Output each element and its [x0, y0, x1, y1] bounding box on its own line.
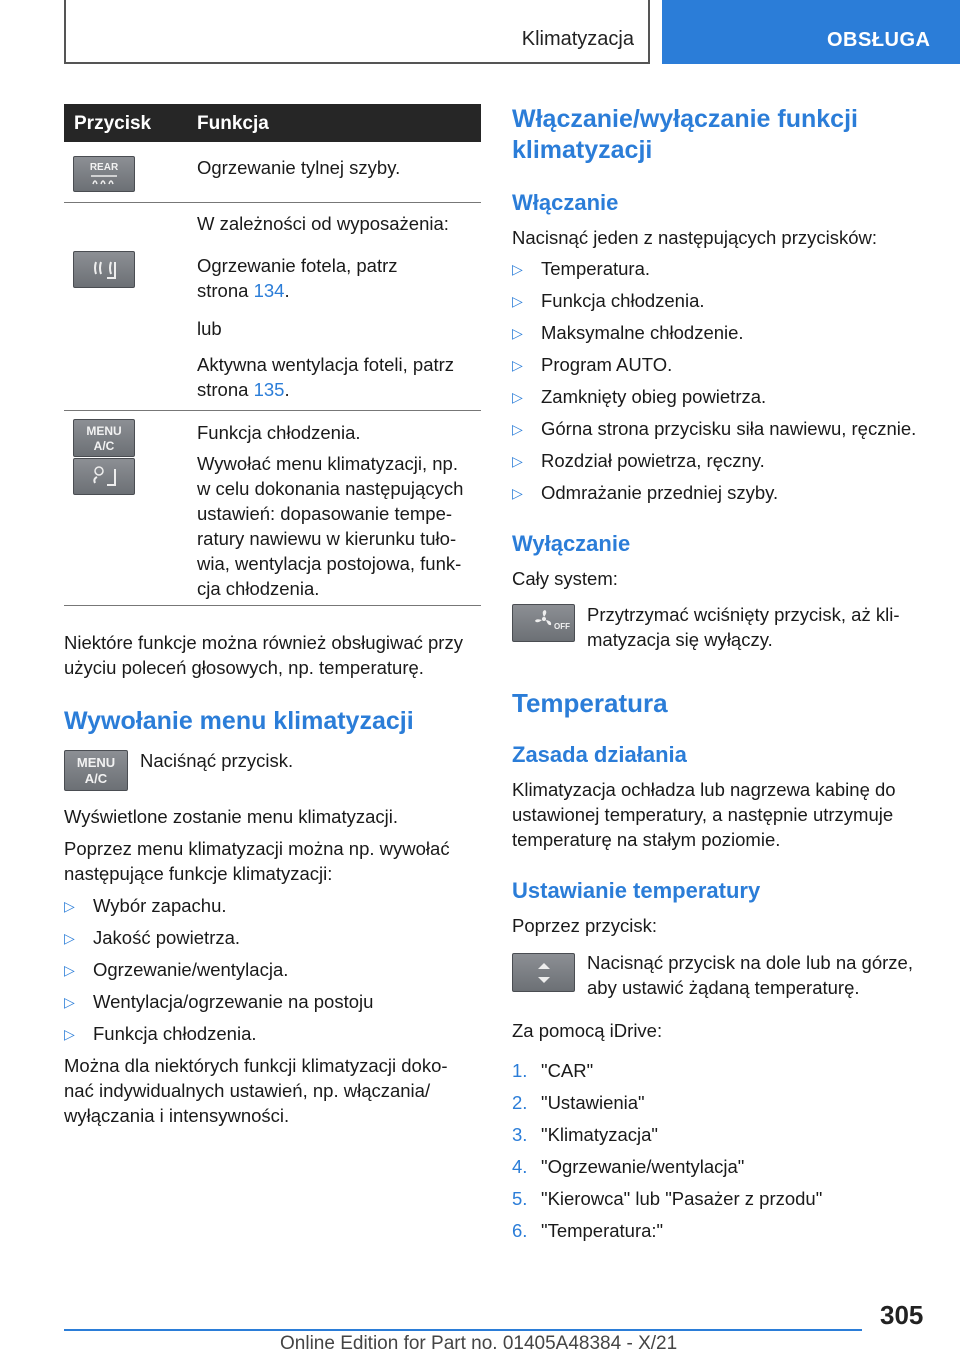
col-header-button: Przycisk [74, 113, 152, 134]
via-menu-text: Poprzez menu klimatyzacji można np. wywołać następujące funkcje klimatyzacji: [64, 838, 450, 884]
set-intro: Poprzez przycisk: [512, 915, 657, 936]
list-item: ▷ Temperatura. [512, 258, 916, 290]
list-item: ▷ Wybór zapachu. [64, 895, 373, 927]
table-cell: lub [197, 318, 222, 339]
on-button-list [512, 258, 916, 514]
temp-up-down-icon [512, 953, 575, 992]
off-text: Przytrzymać wciśnięty przycisk, aż kli- matyzacja się wyłączy. [587, 604, 900, 650]
idrive-steps [512, 1060, 822, 1252]
heading-set-temp: Ustawianie temperatury [512, 878, 761, 903]
seat-ventilation-icon [73, 458, 135, 495]
heading-off: Wyłączanie [512, 531, 631, 556]
list-item: ▷ Rozdział powietrza, ręczny. [512, 450, 916, 482]
table-cell: Aktywna wentylacja foteli, patrz strona 135. [197, 354, 455, 400]
list-item: ▷ Funkcja chłodzenia. [512, 290, 916, 322]
heading-on: Włączanie [512, 190, 619, 215]
divider [64, 410, 481, 411]
seat-heating-icon [73, 251, 135, 288]
col-header-function: Funkcja [197, 113, 269, 134]
divider [64, 605, 481, 606]
list-item: ▷ Górna strona przycisku siła nawiewu, ręcznie. [512, 418, 916, 450]
list-item: 4. "Ogrzewanie/wentylacja" [512, 1156, 745, 1177]
table-cell: Ogrzewanie tylnej szyby. [197, 157, 401, 178]
list-item: ▷ Odmrażanie przedniej szyby. [512, 482, 916, 514]
list-item: ▷ Ogrzewanie/wentylacja. [64, 959, 373, 991]
function-list [64, 895, 373, 1055]
footer-edition: Online Edition for Part no. 01405A48384 - X/21 [280, 1333, 678, 1354]
voice-note: Niektóre funkcje można również obsługiwać przy użyciu poleceń głosowych, np. temperaturę. [64, 632, 463, 678]
principle-text: Klimatyzacja ochładza lub nagrzewa kabinę do ustawionej temperatury, a następnie utrzymuje temperaturę na stałym poziomie. [512, 779, 896, 850]
menu-ac-icon: MENU A/C [64, 750, 128, 791]
page-link[interactable]: 135 [253, 379, 285, 400]
table-cell: Wywołać menu klimatyzacji, np. w celu dokonania następujących ustawień: dopasowanie tempe- ratury nawiewu w kierunku tuło- wia, wentylacja postojowa, funk- cja chłodzenia. [197, 453, 464, 599]
table-cell: Funkcja chłodzenia. [197, 422, 361, 443]
off-intro: Cały system: [512, 568, 618, 589]
list-item: 3. "Klimatyzacja" [512, 1124, 658, 1145]
fan-off-icon: OFF [512, 604, 575, 642]
on-intro: Nacisnąć jeden z następujących przycisków: [512, 227, 878, 248]
individual-settings-text: Można dla niektórych funkcji klimatyzacji doko- nać indywidualnych ustawień, np. włączania/ wyłączania i intensywności. [64, 1055, 448, 1126]
rear-defrost-icon: REAR [73, 156, 135, 192]
list-item: 1. "CAR" [512, 1060, 594, 1081]
header-box [64, 0, 650, 64]
divider [64, 202, 481, 203]
table-header [64, 104, 481, 142]
list-item: 2. "Ustawienia" [512, 1092, 645, 1113]
set-text: Nacisnąć przycisk na dole lub na górze, aby ustawić żądaną temperaturę. [587, 952, 913, 998]
heading-temperature: Temperatura [512, 688, 668, 718]
button-function-table [64, 104, 481, 599]
list-item: ▷ Wentylacja/ogrzewanie na postoju [64, 991, 373, 1023]
section-title: Klimatyzacja [521, 28, 634, 50]
heading-menu: Wywołanie menu klimatyzacji [64, 707, 414, 735]
page-number: 305 [880, 1300, 924, 1330]
displayed-text: Wyświetlone zostanie menu klimatyzacji. [64, 806, 398, 827]
table-cell: Ogrzewanie fotela, patrz strona 134. [197, 255, 398, 301]
list-item: 6. "Temperatura:" [512, 1220, 664, 1241]
list-item: ▷ Jakość powietrza. [64, 927, 373, 959]
page-link[interactable]: 134 [253, 280, 285, 301]
list-item: ▷ Maksymalne chłodzenie. [512, 322, 916, 354]
heading-principle: Zasada działania [512, 742, 687, 767]
section-tab: OBSŁUGA [662, 0, 960, 64]
footer-divider [64, 1329, 862, 1331]
menu-press: Naciśnąć przycisk. [140, 750, 294, 771]
list-item: ▷ Program AUTO. [512, 354, 916, 386]
list-item: ▷ Zamknięty obieg powietrza. [512, 386, 916, 418]
list-item: ▷ Funkcja chłodzenia. [64, 1023, 373, 1055]
table-cell: W zależności od wyposażenia: [197, 213, 449, 234]
idrive-intro: Za pomocą iDrive: [512, 1020, 663, 1041]
list-item: 5. "Kierowca" lub "Pasażer z przodu" [512, 1188, 823, 1209]
menu-ac-icon: MENU A/C [73, 419, 135, 457]
heading-onoff: Włączanie/wyłączanie funkcji klimatyzacji [512, 105, 858, 164]
